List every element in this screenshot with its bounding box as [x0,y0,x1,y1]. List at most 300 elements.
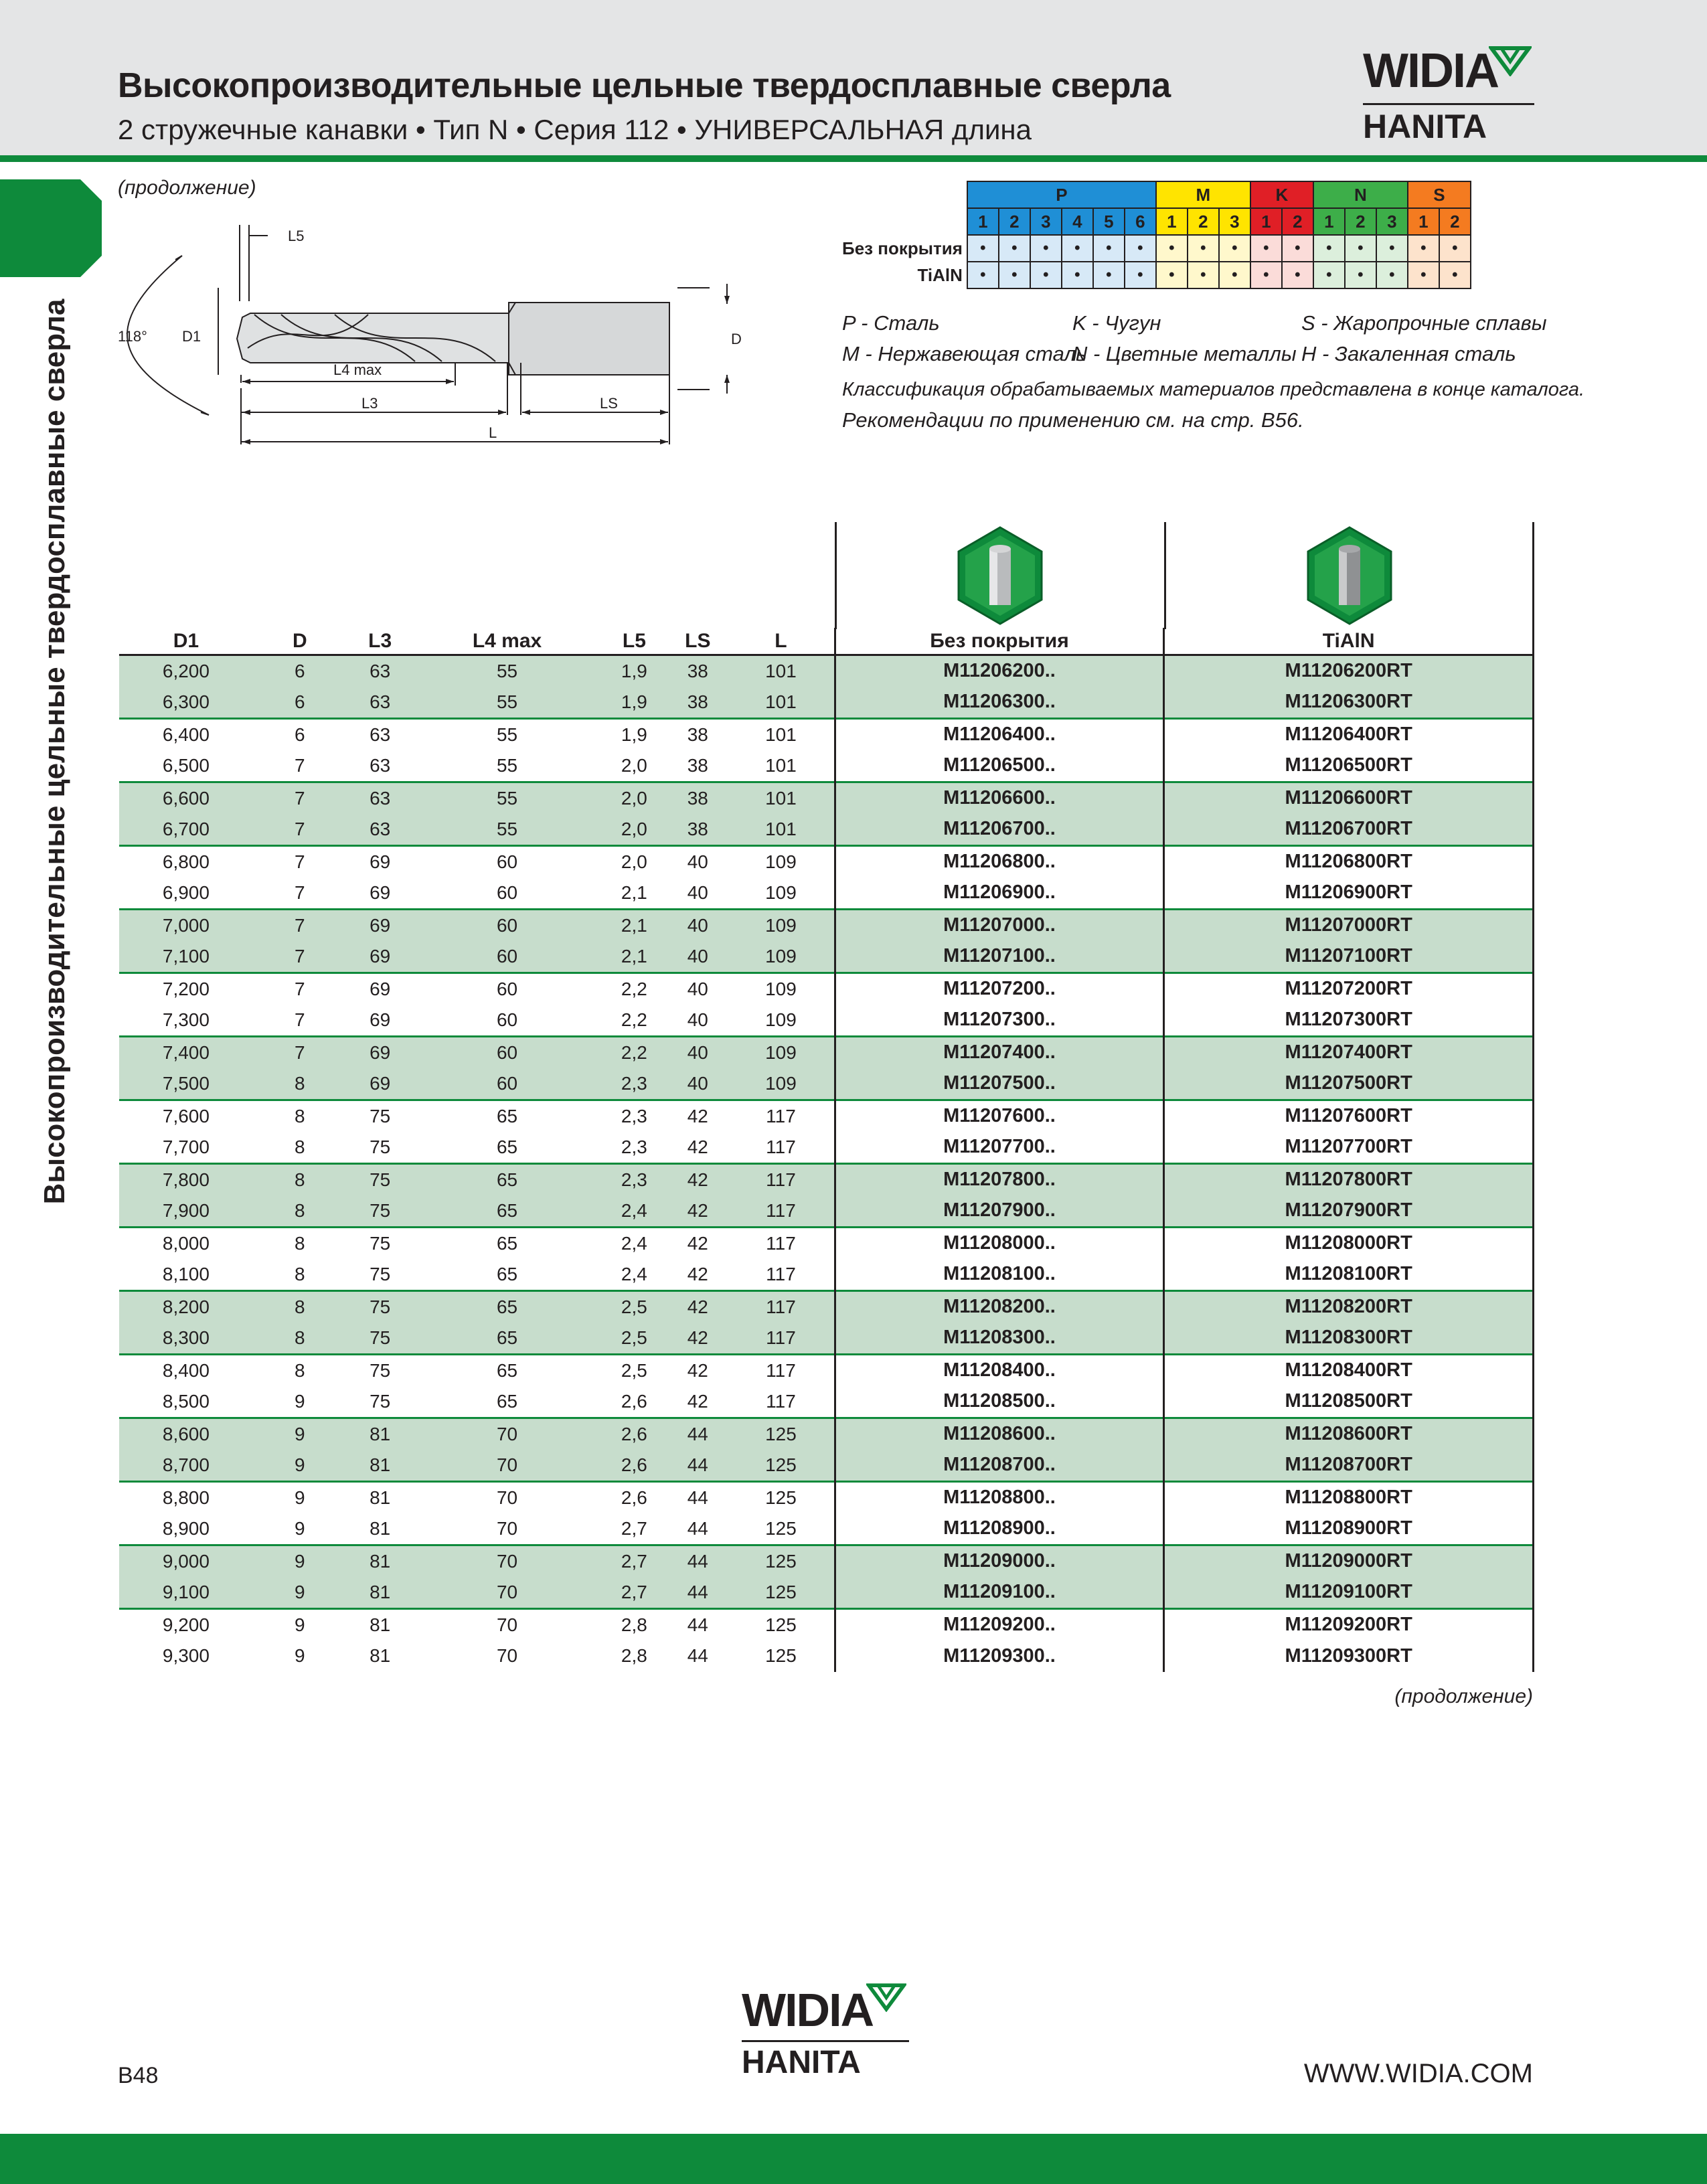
cell-tialn-code: M11207700RT [1164,1132,1534,1164]
cell-d1: 7,600 [119,1100,253,1132]
cell-uncoated-code: M11207200.. [835,973,1164,1005]
column-divider-2 [1164,522,1166,629]
cell-l: 117 [766,1263,796,1284]
cell-uncoated-code: M11209300.. [835,1641,1164,1673]
cell-d: 7 [294,754,305,776]
brand-sub: HANITA [1363,108,1487,145]
grid-mark: • [1125,262,1156,288]
col-d: D [253,628,347,655]
cell-d1: 7,200 [119,973,253,1005]
cell-d: 7 [253,1036,347,1068]
cell-l: 109 [728,973,835,1005]
cell-l: 125 [728,1577,835,1609]
col-tialn: TiAlN [1164,628,1534,655]
table-row [119,1195,1534,1228]
label-l5: L5 [288,228,305,244]
cell-l: 109 [765,881,797,903]
grid-mark: • [999,262,1030,288]
cell-l4max: 55 [414,655,601,687]
cell-d: 7 [294,1009,305,1030]
cell-l3: 75 [347,1100,414,1132]
cell-tialn-code: M11209300RT [1164,1641,1534,1673]
cell-tialn-code: M11208700RT [1164,1450,1534,1482]
grid-row [842,262,1471,288]
cell-ls: 44 [667,1577,728,1609]
cell-l4max: 65 [414,1290,601,1323]
widia-triangle-icon [866,1981,906,2012]
table-row [119,1386,1534,1418]
cell-l4max: 65 [414,1100,601,1132]
cell-d: 6 [253,687,347,719]
widia-triangle-icon [1489,44,1532,76]
cell-uncoated-code: M11208000.. [835,1227,1164,1259]
cell-uncoated-code: M11207700.. [835,1132,1164,1164]
cell-ls: 44 [667,1545,728,1577]
cell-ls: 42 [667,1354,728,1386]
grid-mark: • [1408,235,1439,262]
brand-sub-footer: HANITA [742,2045,861,2080]
cell-d1: 8,300 [119,1323,253,1355]
cell-uncoated-code: M11208900.. [835,1513,1164,1545]
cell-tialn-code: M11208000RT [1164,1227,1534,1259]
cell-uncoated-code: M11209000.. [835,1545,1164,1577]
col-ls: LS [667,628,728,655]
grid-mark: • [1250,262,1282,288]
brand-name: WIDIA [1363,44,1498,98]
table-row [119,1068,1534,1100]
legend-col1 [842,308,1086,369]
table-row [119,687,1534,719]
cell-l3: 81 [347,1545,414,1577]
grid-mark: • [1439,262,1471,288]
cell-uncoated-code: M11206900.. [835,877,1164,910]
cell-tialn-code: M11209100RT [1164,1577,1534,1609]
cell-ls: 40 [687,881,708,903]
section-tab [0,179,102,277]
cell-l4max: 70 [414,1545,601,1577]
cell-tialn-code: M11207600RT [1164,1100,1534,1132]
legend-col2 [1072,308,1297,369]
grid-mark: • [1188,235,1219,262]
cell-uncoated-code: M11206400.. [835,718,1164,750]
material-grid [842,181,1471,289]
cell-ls: 42 [667,1227,728,1259]
grid-mark: • [1030,262,1062,288]
cell-uncoated-code: M11206700.. [835,814,1164,846]
cell-l4max: 70 [414,1418,601,1450]
grid-mark: • [1282,262,1313,288]
cell-d: 8 [253,1163,347,1195]
table-row [119,1259,1534,1291]
cell-uncoated-code: M11208500.. [835,1386,1164,1418]
cell-d1: 7,300 [162,1009,210,1030]
grid-subgroup-s2: 2 [1439,208,1471,235]
grid-subgroup-p6: 6 [1125,208,1156,235]
cell-l4max: 55 [414,687,601,719]
tialn-drill-icon [1305,526,1394,625]
cell-l5: 2,5 [600,1323,667,1355]
cell-ls: 42 [687,1263,708,1284]
cell-uncoated-code: M11207600.. [835,1100,1164,1132]
grid-number-row [842,208,1471,235]
table-row [119,941,1534,973]
cell-ls: 44 [667,1450,728,1482]
cell-l: 117 [766,1390,796,1412]
cell-uncoated-code: M11206200.. [835,655,1164,687]
grid-mark: • [1439,235,1471,262]
grid-mark: • [1345,262,1376,288]
cell-tialn-code: M11208400RT [1164,1354,1534,1386]
cell-d1: 8,800 [119,1481,253,1513]
cell-l4max: 55 [414,814,601,846]
cell-uncoated-code: M11208600.. [835,1418,1164,1450]
cell-l: 117 [728,1227,835,1259]
cell-tialn-code: M11206700RT [1164,814,1534,846]
cell-tialn-code: M11206200RT [1164,655,1534,687]
cell-l5: 2,3 [600,1163,667,1195]
table-row [119,814,1534,846]
table-row [119,1577,1534,1609]
cell-tialn-code: M11206900RT [1164,877,1534,910]
table-header [119,628,1534,655]
col-l5: L5 [600,628,667,655]
cell-l3: 75 [347,1195,414,1228]
cell-l3: 69 [347,845,414,877]
cell-ls: 40 [667,941,728,973]
grid-mark: • [1188,262,1219,288]
label-l: L [489,424,497,441]
cell-tialn-code: M11208600RT [1164,1418,1534,1450]
cell-d1: 8,200 [119,1290,253,1323]
table-row [119,1450,1534,1482]
cell-d: 9 [294,1645,305,1667]
cell-tialn-code: M11206600RT [1164,782,1534,814]
grid-mark: • [1376,235,1408,262]
table-row [119,782,1534,814]
column-divider-1 [835,522,837,629]
grid-mark: • [1376,262,1408,288]
cell-l4max: 60 [414,909,601,941]
cell-l4max: 65 [496,1136,518,1157]
cell-uncoated-code: M11206600.. [835,782,1164,814]
cell-l: 101 [728,655,835,687]
cell-uncoated-code: M11207900.. [835,1195,1164,1228]
table-row [119,718,1534,750]
cell-l: 117 [728,1354,835,1386]
cell-ls: 44 [687,1517,708,1539]
cell-l3: 81 [347,1481,414,1513]
grid-subgroup-m2: 2 [1188,208,1219,235]
footer-url[interactable]: WWW.WIDIA.COM [1303,2059,1533,2088]
page-number: B48 [118,2063,159,2088]
cell-tialn-code: M11206500RT [1164,750,1534,782]
cell-ls: 42 [667,1290,728,1323]
cell-tialn-code: M11206800RT [1164,845,1534,877]
legend-k: K - Чугун [1072,311,1161,335]
cell-l: 117 [728,1290,835,1323]
cell-l5: 2,2 [600,973,667,1005]
cell-uncoated-code: M11207500.. [835,1068,1164,1100]
cell-l5: 2,8 [600,1608,667,1641]
cell-l4max: 65 [414,1195,601,1228]
grid-subgroup-m1: 1 [1156,208,1188,235]
cell-l5: 2,0 [600,814,667,846]
cell-tialn-code: M11207800RT [1164,1163,1534,1195]
cell-d: 8 [294,1263,305,1284]
col-l3: L3 [347,628,414,655]
cell-d1: 9,000 [119,1545,253,1577]
cell-l3: 81 [347,1577,414,1609]
grid-mark: • [1408,262,1439,288]
cell-d: 9 [253,1577,347,1609]
table-row [119,1163,1534,1195]
cell-l: 101 [728,782,835,814]
cell-d1: 6,300 [119,687,253,719]
cell-tialn-code: M11206300RT [1164,687,1534,719]
table-row [119,655,1534,687]
cell-d1: 7,900 [119,1195,253,1228]
cell-ls: 44 [667,1481,728,1513]
table-row [119,973,1534,1005]
legend-n: N - Цветные металлы [1072,342,1297,365]
grid-subgroup-p3: 3 [1030,208,1062,235]
cell-l4max: 55 [414,718,601,750]
cell-tialn-code: M11209200RT [1164,1608,1534,1641]
grid-mark: • [1062,262,1093,288]
grid-subgroup-s1: 1 [1408,208,1439,235]
table-row [119,1323,1534,1355]
cell-l3: 75 [370,1263,391,1284]
cell-l4max: 70 [496,1517,518,1539]
cell-uncoated-code: M11207000.. [835,909,1164,941]
cell-l: 125 [728,1608,835,1641]
cell-l5: 2,4 [621,1263,647,1284]
cell-ls: 44 [687,1645,708,1667]
grid-subgroup-k1: 1 [1250,208,1282,235]
cell-l3: 69 [347,973,414,1005]
cell-uncoated-code: M11206800.. [835,845,1164,877]
cell-l3: 75 [347,1163,414,1195]
grid-corner [842,208,967,235]
table-row [119,1545,1534,1577]
cell-ls: 40 [667,1036,728,1068]
cell-tialn-code: M11208500RT [1164,1386,1534,1418]
grid-group-p: P [967,181,1156,208]
cell-d1: 8,500 [162,1390,210,1412]
table-row [119,877,1534,910]
uncoated-drill-icon [956,526,1044,625]
cell-uncoated-code: M11206300.. [835,687,1164,719]
cell-tialn-code: M11206400RT [1164,718,1534,750]
cell-ls: 42 [667,1163,728,1195]
cell-l: 109 [728,1036,835,1068]
cell-l3: 69 [347,1068,414,1100]
cell-ls: 40 [667,1068,728,1100]
legend-p: P - Сталь [842,311,940,335]
cell-ls: 38 [667,655,728,687]
cell-l3: 75 [347,1227,414,1259]
cell-l: 117 [728,1163,835,1195]
grid-subgroup-n1: 1 [1313,208,1345,235]
table-row [119,1132,1534,1164]
grid-mark: • [967,235,999,262]
cell-d: 8 [253,1227,347,1259]
cell-d1: 6,900 [162,881,210,903]
cell-l5: 2,5 [600,1290,667,1323]
grid-group-m: M [1156,181,1250,208]
cell-tialn-code: M11207400RT [1164,1036,1534,1068]
cell-l4max: 60 [414,1068,601,1100]
cell-tialn-code: M11207300RT [1164,1005,1534,1037]
cell-l5: 2,6 [600,1450,667,1482]
grid-mark: • [1219,262,1250,288]
cell-l: 101 [728,687,835,719]
cell-uncoated-code: M11208800.. [835,1481,1164,1513]
cell-d: 9 [253,1608,347,1641]
grid-mark: • [1313,262,1345,288]
cell-ls: 38 [687,754,708,776]
cell-l5: 2,0 [600,782,667,814]
cell-l: 109 [765,1009,797,1030]
cell-ls: 44 [667,1418,728,1450]
cell-l4max: 60 [414,1036,601,1068]
cell-l3: 69 [347,1036,414,1068]
side-title-text: Высокопроизводительные цельные твердосплавные сверла [38,299,71,1204]
cell-l: 125 [728,1418,835,1450]
cell-uncoated-code: M11207100.. [835,941,1164,973]
footer-bar [0,2134,1707,2184]
cell-l5: 2,4 [600,1195,667,1228]
cell-ls: 44 [667,1608,728,1641]
cell-l: 101 [728,814,835,846]
grid-mark: • [1250,235,1282,262]
cell-ls: 40 [667,973,728,1005]
cell-d1: 8,400 [119,1354,253,1386]
cell-l5: 2,8 [621,1645,647,1667]
cell-d1: 6,600 [119,782,253,814]
grid-mark: • [1219,235,1250,262]
brand-name-footer: WIDIA [742,1984,874,2036]
label-angle: 118° [118,328,147,345]
cell-d: 8 [294,1136,305,1157]
cell-d1: 6,700 [119,814,253,846]
cell-uncoated-code: M11209200.. [835,1608,1164,1641]
cell-l4max: 70 [414,1577,601,1609]
cell-l5: 2,1 [600,909,667,941]
cell-l5: 2,3 [600,1100,667,1132]
grid-mark: • [1156,262,1188,288]
grid-mark: • [1282,235,1313,262]
cell-l: 109 [728,1068,835,1100]
cell-d1: 9,100 [119,1577,253,1609]
cell-l5: 2,6 [600,1418,667,1450]
cell-ls: 38 [667,782,728,814]
cell-l4max: 70 [496,1645,518,1667]
cell-l: 117 [728,1100,835,1132]
cell-d1: 8,000 [119,1227,253,1259]
cell-l4max: 55 [496,754,518,776]
brand-logo-top [1363,44,1534,145]
grid-group-k: K [1250,181,1313,208]
cell-tialn-code: M11207500RT [1164,1068,1534,1100]
legend-s: S - Жаропрочные сплавы [1301,311,1547,335]
cell-ls: 40 [667,909,728,941]
cell-l3: 63 [370,754,391,776]
cell-l4max: 60 [414,941,601,973]
cell-d: 9 [253,1450,347,1482]
cell-tialn-code: M11208300RT [1164,1323,1534,1355]
cell-d1: 9,200 [119,1608,253,1641]
cell-l5: 2,1 [621,881,647,903]
label-d: D [731,331,742,347]
cell-l: 125 [765,1645,797,1667]
cell-l: 117 [728,1323,835,1355]
cell-l4max: 65 [414,1354,601,1386]
grid-group-row [842,181,1471,208]
cell-uncoated-code: M11208100.. [835,1259,1164,1291]
grid-mark: • [1093,235,1125,262]
cell-l4max: 55 [414,782,601,814]
cell-tialn-code: M11209000RT [1164,1545,1534,1577]
table-row [119,1641,1534,1673]
cell-uncoated-code: M11207300.. [835,1005,1164,1037]
cell-l: 109 [728,845,835,877]
cell-d: 6 [253,718,347,750]
cell-d1: 8,700 [119,1450,253,1482]
cell-d1: 7,500 [119,1068,253,1100]
cell-uncoated-code: M11207400.. [835,1036,1164,1068]
column-divider-3 [1532,522,1534,629]
cell-ls: 42 [667,1100,728,1132]
cell-l3: 75 [370,1390,391,1412]
cell-d: 7 [253,845,347,877]
grid-subgroup-p2: 2 [999,208,1030,235]
cell-tialn-code: M11207000RT [1164,909,1534,941]
table-row [119,909,1534,941]
grid-mark: • [1313,235,1345,262]
cell-l5: 2,7 [621,1517,647,1539]
table-row [119,1227,1534,1259]
continued-label-bottom: (продолжение) [1394,1685,1533,1707]
grid-subgroup-p4: 4 [1062,208,1093,235]
cell-l5: 2,1 [600,941,667,973]
col-uncoated: Без покрытия [835,628,1164,655]
label-l4: L4 max [333,361,382,378]
page-subtitle: 2 стружечные канавки • Тип N • Серия 112 • УНИВЕРСАЛЬНАЯ длина [118,114,1032,145]
cell-d: 7 [253,973,347,1005]
cell-l3: 75 [347,1323,414,1355]
col-d1: D1 [119,628,253,655]
grid-subgroup-p5: 5 [1093,208,1125,235]
cell-l4max: 70 [414,1481,601,1513]
cell-l5: 2,5 [600,1354,667,1386]
cell-l5: 2,4 [600,1227,667,1259]
side-title [30,299,80,1204]
cell-d: 8 [253,1323,347,1355]
cell-d1: 6,500 [162,754,210,776]
legend-h: H - Закаленная сталь [1301,342,1516,365]
cell-d: 8 [253,1068,347,1100]
cell-d1: 8,600 [119,1418,253,1450]
cell-l3: 75 [347,1354,414,1386]
cell-d1: 6,200 [119,655,253,687]
cell-tialn-code: M11207900RT [1164,1195,1534,1228]
cell-d: 9 [253,1481,347,1513]
cell-ls: 38 [667,687,728,719]
cell-l5: 2,0 [600,845,667,877]
cell-l3: 81 [347,1608,414,1641]
cell-d: 8 [253,1354,347,1386]
